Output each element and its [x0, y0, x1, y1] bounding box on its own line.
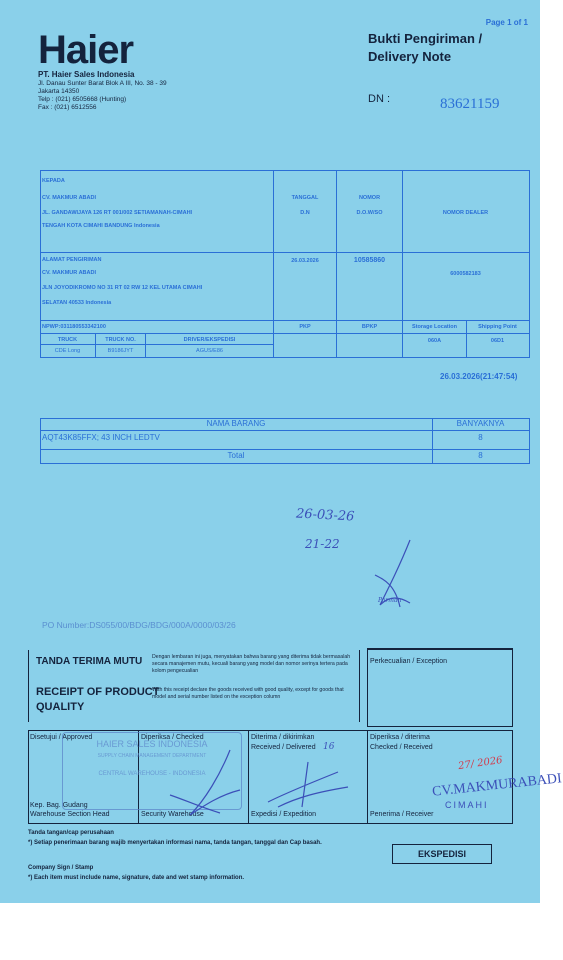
security-signature	[160, 745, 250, 820]
handwritten-date: 26-03-26	[295, 506, 355, 525]
scan-margin	[0, 903, 540, 960]
divider	[40, 252, 529, 253]
receipt-title-en-2: QUALITY	[36, 701, 85, 713]
signer-name: Parman	[378, 597, 402, 604]
delivery-date: 26.03.2026	[291, 258, 319, 264]
delivered-foot: Expedisi / Expedition	[251, 811, 316, 818]
footer-line-3: Company Sign / Stamp	[28, 865, 94, 871]
storage-location-label: Storage Location	[412, 324, 457, 330]
truck-no-value: B9186JYT	[107, 348, 134, 354]
shipping-name: CV. MAKMUR ABADI	[42, 270, 96, 276]
dn-label: DN :	[368, 93, 390, 105]
doc-title	[368, 30, 482, 66]
truck-value: CDE Long	[54, 348, 81, 354]
pkp-label: PKP	[299, 324, 311, 330]
address-line: Jl. Danau Sunter Barat Blok A III, No. 38 - 39	[38, 80, 167, 87]
print-timestamp: 26.03.2026(21:47:54)	[440, 372, 518, 381]
divider	[40, 344, 273, 345]
doc-title-line1: Bukti Pengiriman /	[368, 31, 483, 46]
receiver-date: 27/ 2026	[457, 754, 504, 773]
recipient-address: JL. GANDAWIJAYA 126 RT 001/002 SETIAMANAH-CIMAHI	[42, 210, 193, 216]
receipt-title-id: TANDA TERIMA MUTU	[36, 656, 143, 667]
recipient-name: CV. MAKMUR ABADI	[42, 195, 96, 201]
divider	[40, 449, 529, 450]
checked-foot: Security Warehouse	[141, 811, 204, 818]
received-label-1: Diperiksa / diterima	[370, 734, 430, 741]
dealer-number: 6000582183	[450, 271, 481, 277]
truck-label: TRUCK	[57, 337, 78, 343]
dn-number: 83621159	[440, 96, 500, 112]
shipping-label: ALAMAT PENGIRIMAN	[42, 257, 102, 263]
item-name: AQT43K85FFX; 43 INCH LEDTV	[42, 433, 160, 442]
expedition-signature	[258, 752, 358, 812]
divider	[40, 320, 529, 321]
shipping-point-label: Shipping Point	[478, 324, 517, 330]
shipping-city: SELATAN 40533 Indonesia	[42, 300, 112, 306]
approved-foot-2: Warehouse Section Head	[30, 811, 110, 818]
col-nama-barang: NAMA BARANG	[206, 419, 266, 428]
tanggal-sub: D.N	[300, 210, 310, 216]
page-label: Page 1 of 1	[485, 18, 528, 27]
received-foot: Penerima / Receiver	[370, 811, 434, 818]
divider	[40, 430, 529, 431]
total-qty: 8	[478, 451, 483, 460]
footer-line-2: *) Setiap penerimaan barang wajib menyertakan informasi nama, tanda tangan, tanggal dan Cap basah.	[28, 840, 322, 846]
truck-no-label: TRUCK NO.	[105, 337, 136, 343]
haier-logo: Haier	[38, 28, 134, 72]
shipping-address: JLN JOYODIKROMO NO 31 RT 02 RW 12 KEL UTAMA CIMAHI	[42, 285, 203, 291]
dealer-stamp-name: CV.MAKMURABADI	[431, 771, 563, 800]
doc-title-line2: Delivery Note	[368, 49, 452, 64]
item-qty: 8	[478, 433, 483, 442]
approved-label: Disetujui / Approved	[30, 734, 93, 741]
dealer-stamp-city: CIMAHI	[445, 800, 489, 810]
delivered-label-2: Received / Delivered	[251, 744, 316, 751]
storage-location-value: 060A	[427, 338, 442, 344]
receipt-text-id: Dengan lembaran ini juga, menyatakan bahwa barang yang diterima tidak bermasalah secara manajemen mutu, kecuali barang yang model dan nomor serinya tertera pada kolom pengecualian	[152, 654, 351, 674]
address-line: Jakarta 14350	[38, 88, 80, 95]
col-banyaknya: BANYAKNYA	[456, 419, 505, 428]
handwritten-mark: 16	[323, 742, 335, 752]
fax-line: Fax : (021) 6512556	[38, 104, 97, 111]
stamp-line-2: SUPPLY CHAIN MANAGEMENT DEPARTMENT	[97, 753, 207, 759]
dealer-label: NOMOR DEALER	[442, 210, 489, 216]
npwp: NPWP:031180553342100	[42, 324, 106, 330]
bpkp-label: BPKP	[361, 324, 378, 330]
driver-label: DRIVER/EKSPEDISI	[183, 337, 236, 343]
driver-value: AGUS/E86	[196, 348, 223, 354]
ekspedisi-box: EKSPEDISI	[392, 844, 492, 864]
received-label-2: Checked / Received	[370, 744, 433, 751]
stamp-line-3: CENTRAL WAREHOUSE - INDONESIA	[98, 771, 206, 777]
receipt-title-en-1: RECEIPT OF PRODUCT	[36, 686, 160, 698]
nomor-sub: D.O.W/SO	[356, 210, 383, 216]
kepada-label: KEPADA	[42, 178, 65, 184]
checked-label: Diperiksa / Checked	[141, 734, 204, 741]
exception-label: Perkecualian / Exception	[370, 658, 448, 665]
po-number: PO Number:DS055/00/BDG/BDG/000A/0000/03/26	[42, 620, 236, 630]
divider	[367, 730, 368, 823]
recipient-city: TENGAH KOTA CIMAHI BANDUNG Indonesia	[42, 223, 160, 229]
stamp-line-1: HAIER SALES INDONESIA	[96, 739, 208, 749]
footer-line-4: *) Each item must include name, signature, date and wet stamp information.	[28, 875, 245, 881]
footer-line-1: Tanda tangan/cap perusahaan	[28, 830, 114, 836]
approved-foot-1: Kep. Bag. Gudang	[30, 802, 88, 809]
total-label: Total	[227, 451, 245, 460]
handwritten-time: 21-22	[305, 537, 340, 551]
order-number: 10585860	[353, 257, 386, 264]
nomor-label: NOMOR	[358, 195, 381, 201]
tanggal-label: TANGGAL	[291, 195, 319, 201]
divider	[40, 333, 529, 334]
phone-line: Telp : (021) 6505668 (Hunting)	[38, 96, 127, 103]
shipping-point-value: 06D1	[490, 338, 505, 344]
company-name: PT. Haier Sales Indonesia	[38, 70, 135, 79]
delivered-label-1: Diterima / dikirimkan	[251, 734, 315, 741]
receipt-text-en: With this receipt declare the goods received with good quality, except for goods that model and serial number listed on the exception column	[152, 687, 344, 700]
